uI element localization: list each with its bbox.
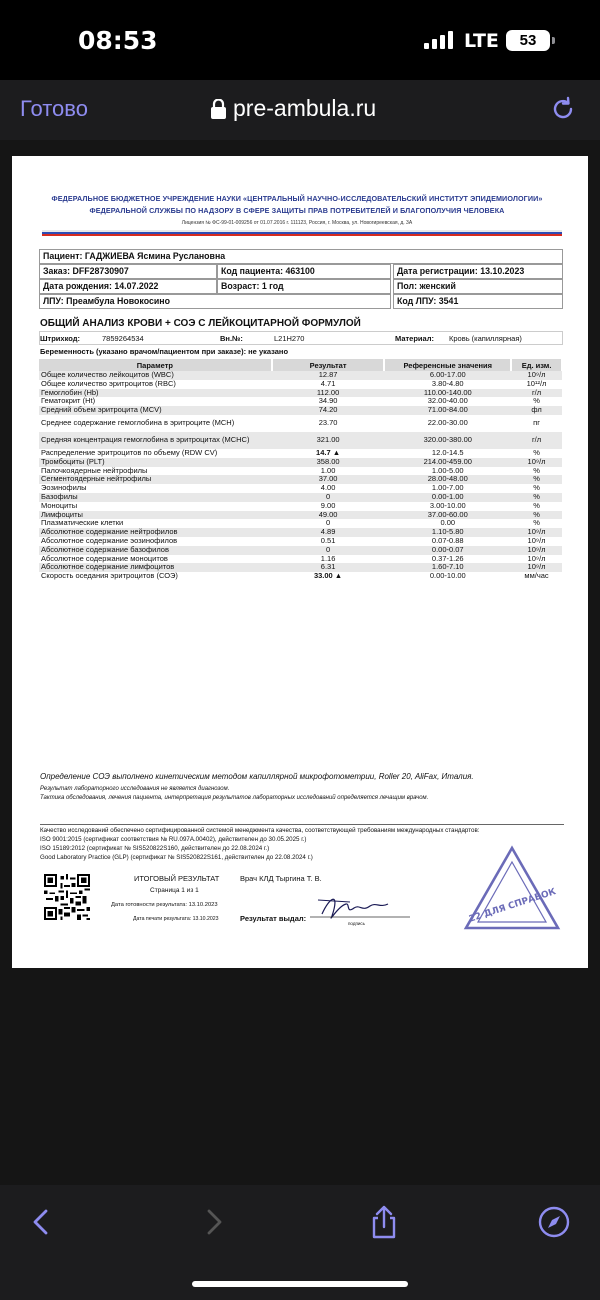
reference-cell: 1.00-5.00 <box>431 465 464 475</box>
forward-icon[interactable] <box>197 1205 231 1239</box>
result-cell: 49.00 <box>272 511 385 520</box>
unit-cell: 10⁹/л <box>527 553 546 563</box>
table-row <box>39 389 562 398</box>
reference-cell: 12.0-14.5 <box>431 447 464 457</box>
license-line: Лицензия № ФС-99-01-009256 от 01.07.2016 г. 111123, Россия, г. Москва, ул. Новогиреевская, д. 3А <box>181 220 413 226</box>
issued-by-label: Результат выдал: <box>240 914 307 923</box>
table-row <box>39 484 562 493</box>
param-cell: Плазматические клетки <box>41 518 124 528</box>
url-bar[interactable] <box>210 95 376 122</box>
reference-cell: 3.80-4.80 <box>431 378 464 388</box>
material-value: Кровь (капиллярная) <box>449 334 522 343</box>
param-cell: Гематокрит (Ht) <box>41 396 96 406</box>
material-label: Материал: <box>395 334 434 343</box>
result-cell: 33.00 ▲ <box>313 571 343 581</box>
results-table <box>39 359 563 581</box>
unit-cell: 10⁹/л <box>511 546 562 555</box>
table-row <box>39 572 562 581</box>
result-cell: 321.00 <box>272 432 385 449</box>
russian-flag-stripe <box>42 230 562 236</box>
browser-navbar <box>0 80 600 140</box>
unit-cell: 10⁹/л <box>511 371 562 380</box>
vn-label: Вн.№: <box>220 334 243 343</box>
unit-cell: г/л <box>511 432 562 449</box>
cert-line-0: Качество исследований обеспечено сертифицированной системой менеджмента качества, соответствующей требованиям международных стандартов: <box>40 827 480 834</box>
reference-cell: 1.60-7.10 <box>384 563 511 572</box>
reference-cell: 32.00-40.00 <box>427 396 468 406</box>
param-cell: Абсолютное содержание эозинофилов <box>41 535 178 545</box>
status-bar <box>0 0 600 80</box>
battery-icon: 53 <box>506 30 550 51</box>
pregnancy-note: Беременность (указано врачом/пациентом при заказе): не указано <box>40 347 289 356</box>
table-row <box>39 415 562 432</box>
param-cell: Распределение эритроцитов по объему (RDW CV) <box>41 447 218 457</box>
results-table-body <box>39 371 562 581</box>
ready-date: Дата готовности результата: 13.10.2023 <box>111 902 218 908</box>
unit-cell: фл <box>511 406 562 415</box>
result-cell: 74.20 <box>272 406 385 415</box>
result-cell: 23.70 <box>318 418 338 428</box>
doctor-name: Врач КЛД Тыргина Т. В. <box>240 874 322 883</box>
reference-cell: 1.10-5.80 <box>384 528 511 537</box>
param-cell: Общее количество эритроцитов (RBC) <box>41 378 176 388</box>
param-cell: Эозинофилы <box>41 483 87 493</box>
result-cell: 0 <box>272 546 385 555</box>
order-number: Заказ: DFF28730907 <box>39 264 217 279</box>
vn-value: L21H270 <box>274 334 305 343</box>
col-header-unit: Ед. изм. <box>511 359 562 371</box>
reference-cell: 214.00-459.00 <box>384 458 511 467</box>
barcode-row-frame <box>39 331 563 345</box>
reference-cell: 37.00-60.00 <box>384 511 511 520</box>
print-date: Дата печати результата: 13.10.2023 <box>133 916 219 922</box>
page-number: Страница 1 из 1 <box>150 887 199 894</box>
registration-date: Дата регистрации: 13.10.2023 <box>393 264 563 279</box>
unit-cell: % <box>533 465 540 475</box>
reference-cell: 320.00-380.00 <box>384 432 511 449</box>
param-cell: Абсолютное содержание базофилов <box>39 546 272 555</box>
result-cell: 4.71 <box>320 378 336 388</box>
param-cell: Средняя концентрация гемоглобина в эритроцитах (MCHC) <box>39 432 272 449</box>
unit-cell: 10⁹/л <box>511 528 562 537</box>
param-cell: Лимфоциты <box>39 511 272 520</box>
analysis-title: ОБЩИЙ АНАЛИЗ КРОВИ + СОЭ С ЛЕЙКОЦИТАРНОЙ ФОРМУЛОЙ <box>40 318 361 329</box>
signature-icon <box>310 886 410 926</box>
share-icon[interactable] <box>367 1205 401 1239</box>
param-cell: Базофилы <box>39 493 272 502</box>
unit-cell: % <box>511 511 562 520</box>
result-cell: 0 <box>326 518 331 528</box>
table-row <box>39 475 562 484</box>
param-cell: Скорость оседания эритроцитов (СОЭ) <box>41 571 178 581</box>
unit-cell: 10¹²/л <box>526 378 547 388</box>
table-row <box>39 406 562 415</box>
patient-age: Возраст: 1 год <box>217 279 391 294</box>
reference-cell: 71.00-84.00 <box>384 406 511 415</box>
unit-cell: г/л <box>511 389 562 398</box>
signature-caption: подпись <box>348 921 366 926</box>
lpu-name: ЛПУ: Преамбула Новокосино <box>39 294 391 309</box>
lpu-code: Код ЛПУ: 3541 <box>393 294 563 309</box>
param-cell: Палочкоядерные нейтрофилы <box>41 465 148 475</box>
network-label: LTE <box>464 30 499 52</box>
disclaimer-line1: Результат лабораторного исследования не является диагнозом. <box>40 786 230 792</box>
reference-cell: 0.00-10.00 <box>429 571 466 581</box>
reference-cell: 28.00-48.00 <box>384 475 511 484</box>
col-header-result: Результат <box>272 359 385 371</box>
unit-cell: 10⁹/л <box>511 563 562 572</box>
unit-cell: % <box>511 475 562 484</box>
result-cell: 14.7 ▲ <box>316 447 341 457</box>
reference-cell: 6.00-17.00 <box>384 371 511 380</box>
reference-cell: 0.07-0.88 <box>431 535 464 545</box>
col-header-ref: Референсные значения <box>384 359 511 371</box>
patient-code: Код пациента: 463100 <box>217 264 391 279</box>
lock-icon <box>210 99 227 119</box>
birth-date: Дата рождения: 14.07.2022 <box>39 279 217 294</box>
cert-line-2: ISO 15189:2012 (сертификат № SIS520822S160, действителен до 22.08.2024 г.) <box>40 845 270 852</box>
document-viewer[interactable] <box>0 140 600 1185</box>
unit-cell: % <box>533 396 540 406</box>
result-cell: 1.00 <box>320 465 336 475</box>
unit-cell: % <box>511 493 562 502</box>
result-cell: 37.00 <box>272 475 385 484</box>
param-cell: Средний объем эритроцита (MCV) <box>39 406 272 415</box>
reference-cell: 0.37-1.26 <box>431 553 464 563</box>
result-cell: 358.00 <box>272 458 385 467</box>
barcode-value: 7859264534 <box>102 334 144 343</box>
table-row <box>39 493 562 502</box>
param-cell: Абсолютное содержание лимфоцитов <box>39 563 272 572</box>
lab-report-page <box>12 156 588 968</box>
reference-cell: 3.00-10.00 <box>429 500 466 510</box>
unit-cell: % <box>533 447 540 457</box>
result-cell: 112.00 <box>272 389 385 398</box>
result-cell: 34.90 <box>318 396 338 406</box>
reference-cell: 1.00-7.00 <box>431 483 464 493</box>
unit-cell: % <box>533 500 540 510</box>
institution-title-line2: ФЕДЕРАЛЬНОЙ СЛУЖБЫ ПО НАДЗОРУ В СФЕРЕ ЗАЩИТЫ ПРАВ ПОТРЕБИТЕЛЕЙ И БЛАГОПОЛУЧИЯ ЧЕЛОВЕКА <box>89 206 505 215</box>
param-cell: Сегментоядерные нейтрофилы <box>39 475 272 484</box>
patient-sex: Пол: женский <box>393 279 563 294</box>
table-row <box>39 502 562 511</box>
table-row <box>39 449 562 458</box>
param-cell: Среднее содержание гемоглобина в эритроците (MCH) <box>41 418 235 428</box>
reference-cell: 22.00-30.00 <box>427 418 468 428</box>
method-note: Определение СОЭ выполнено кинетическим методом капиллярной микрофотометрии, Roller 20, AliFax, Италия. <box>40 772 474 781</box>
result-cell: 0.51 <box>320 535 336 545</box>
reference-cell: 0.00 <box>440 518 456 528</box>
unit-cell: % <box>533 483 540 493</box>
done-button[interactable]: Готово <box>20 96 88 121</box>
param-cell: Абсолютное содержание моноцитов <box>41 553 168 563</box>
result-cell: 4.89 <box>272 528 385 537</box>
disclaimer-line2: Тактика обследования, лечения пациента, интерпретация результатов лабораторных исследований определяется лечащим врачом. <box>40 795 429 801</box>
result-cell: 12.87 <box>272 371 385 380</box>
reload-icon[interactable] <box>550 96 576 122</box>
param-cell: Тромбоциты (PLT) <box>39 458 272 467</box>
divider <box>40 824 564 825</box>
compass-icon[interactable] <box>537 1205 571 1239</box>
barcode-label: Штрихкод: <box>40 334 80 343</box>
unit-cell: пг <box>533 418 540 428</box>
unit-cell: % <box>533 518 540 528</box>
result-cell: 9.00 <box>320 500 336 510</box>
institution-title-line1: ФЕДЕРАЛЬНОЕ БЮДЖЕТНОЕ УЧРЕЖДЕНИЕ НАУКИ «ЦЕНТРАЛЬНЫЙ НАУЧНО-ИССЛЕДОВАТЕЛЬСКИЙ ИНСТИТУТ ЭПИДЕМИОЛОГИИ» <box>51 194 543 203</box>
stamp-text: 22 ДЛЯ СПРАВОК <box>467 887 558 925</box>
url-text: pre-ambula.ru <box>233 95 377 121</box>
unit-cell: 10⁹/л <box>527 535 546 545</box>
cert-line-3: Good Laboratory Practice (GLP) (сертификат № SIS520822S161, действителен до 22.08.2024 г.) <box>40 854 313 861</box>
col-header-param: Параметр <box>39 359 272 371</box>
qr-code-icon[interactable] <box>44 874 90 920</box>
param-cell: Моноциты <box>41 500 78 510</box>
reference-cell: 0.00-1.00 <box>384 493 511 502</box>
patient-name: Пациент: ГАДЖИЕВА Ясмина Руслановна <box>39 249 563 264</box>
result-cell: 1.16 <box>320 553 336 563</box>
reference-cell: 110.00-140.00 <box>384 389 511 398</box>
param-cell: Общее количество лейкоцитов (WBC) <box>39 371 272 380</box>
param-cell: Абсолютное содержание нейтрофилов <box>39 528 272 537</box>
back-icon[interactable] <box>24 1205 58 1239</box>
reference-cell: 0.00-0.07 <box>384 546 511 555</box>
table-row <box>39 432 562 449</box>
unit-cell: мм/час <box>524 571 549 581</box>
result-cell: 0 <box>272 493 385 502</box>
cert-line-1: ISO 9001:2015 (сертификат соответствия № RU.097A.00402), действителен до 30.05.2025 г.) <box>40 836 307 843</box>
signal-icon <box>424 31 454 49</box>
param-cell: Гемоглобин (Hb) <box>39 389 272 398</box>
laboratory-stamp-icon <box>462 844 562 932</box>
result-cell: 6.31 <box>272 563 385 572</box>
final-result-label: ИТОГОВЫЙ РЕЗУЛЬТАТ <box>134 874 220 883</box>
result-cell: 4.00 <box>320 483 336 493</box>
status-time: 08:53 <box>78 26 158 55</box>
table-row <box>39 380 562 389</box>
unit-cell: 10⁹/л <box>511 458 562 467</box>
home-indicator[interactable] <box>192 1281 408 1287</box>
